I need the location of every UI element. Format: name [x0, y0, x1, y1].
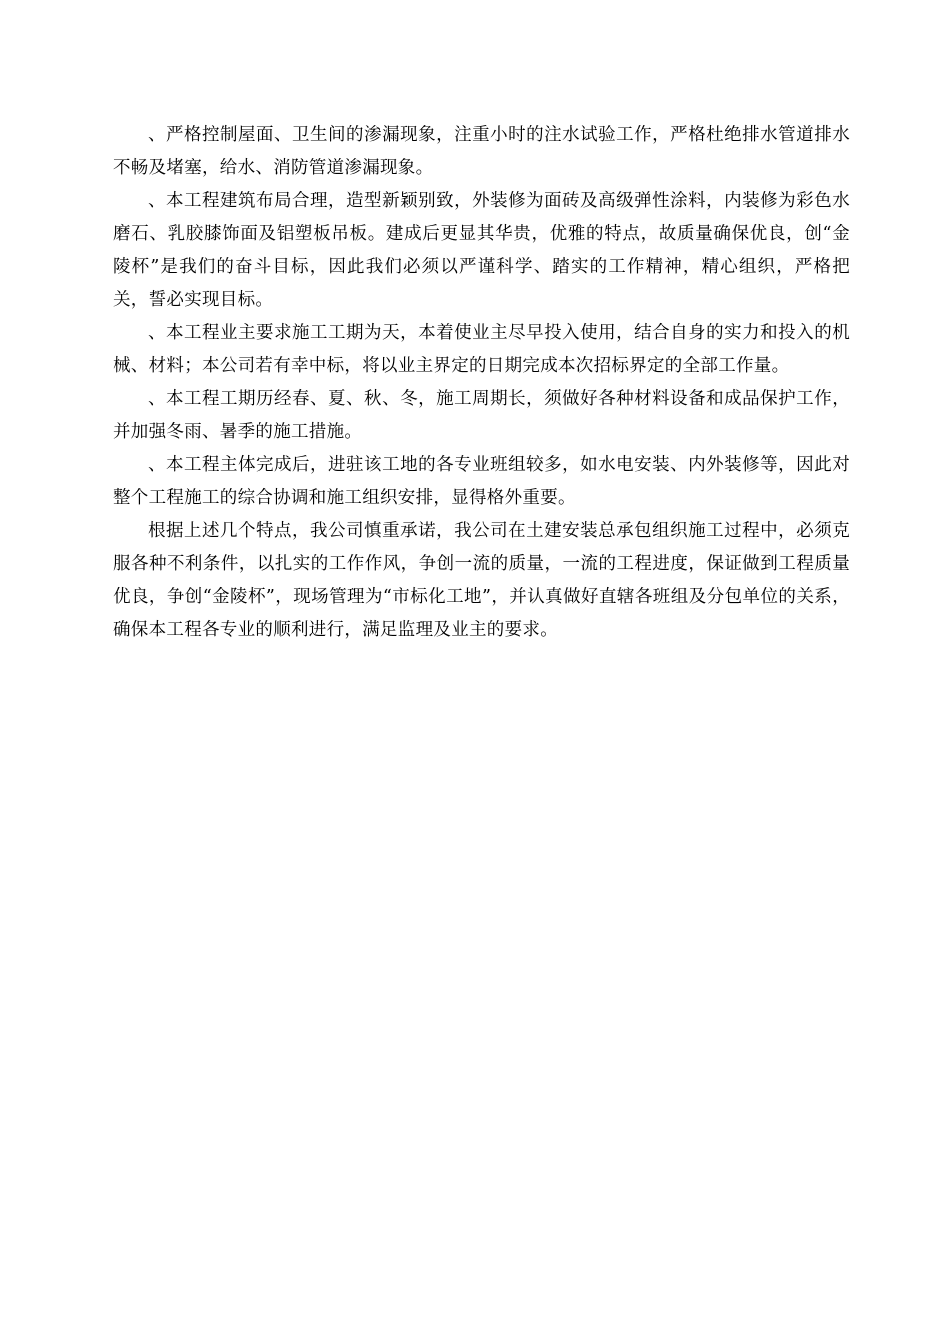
- paragraph-schedule: 、本工程业主要求施工工期为天，本着使业主尽早投入使用，结合自身的实力和投入的机械、材料；本公司若有幸中标，将以业主界定的日期完成本次招标界定的全部工作量。: [113, 323, 850, 376]
- paragraph-commitment: 根据上述几个特点，我公司慎重承诺，我公司在土建安装总承包组织施工过程中，必须克服各种不利条件，以扎实的工作作风，争创一流的质量，一流的工程进度，保证做到工程质量优良，争创“金陵杯”，现场管理为“市标化工地”，并认真做好直辖各班组及分包单位的关系，确保本工程各专业的顺利进行，满足监理及业主的要求。: [113, 521, 850, 640]
- paragraph-building-layout: 、本工程建筑布局合理，造型新颖别致，外装修为面砖及高级弹性涂料，内装修为彩色水磨石、乳胶膝饰面及铝塑板吊板。建成后更显其华贵，优雅的特点，故质量确保优良，创“金陵杯”是我们的奋斗目标，因此我们必须以严谨科学、踏实的工作精神，精心组织，严格把关，誓必实现目标。: [113, 191, 850, 310]
- document-body: [113, 119, 850, 647]
- paragraph-leakage-control: 、严格控制屋面、卫生间的渗漏现象，注重小时的注水试验工作，严格杜绝排水管道排水不畅及堵塞，给水、消防管道渗漏现象。: [113, 125, 850, 178]
- paragraph-seasonal-measures: 、本工程工期历经春、夏、秋、冬，施工周期长，须做好各种材料设备和成品保护工作，并加强冬雨、暑季的施工措施。: [113, 389, 850, 442]
- paragraph-coordination: 、本工程主体完成后，进驻该工地的各专业班组较多，如水电安装、内外装修等，因此对整个工程施工的综合协调和施工组织安排，显得格外重要。: [113, 455, 850, 508]
